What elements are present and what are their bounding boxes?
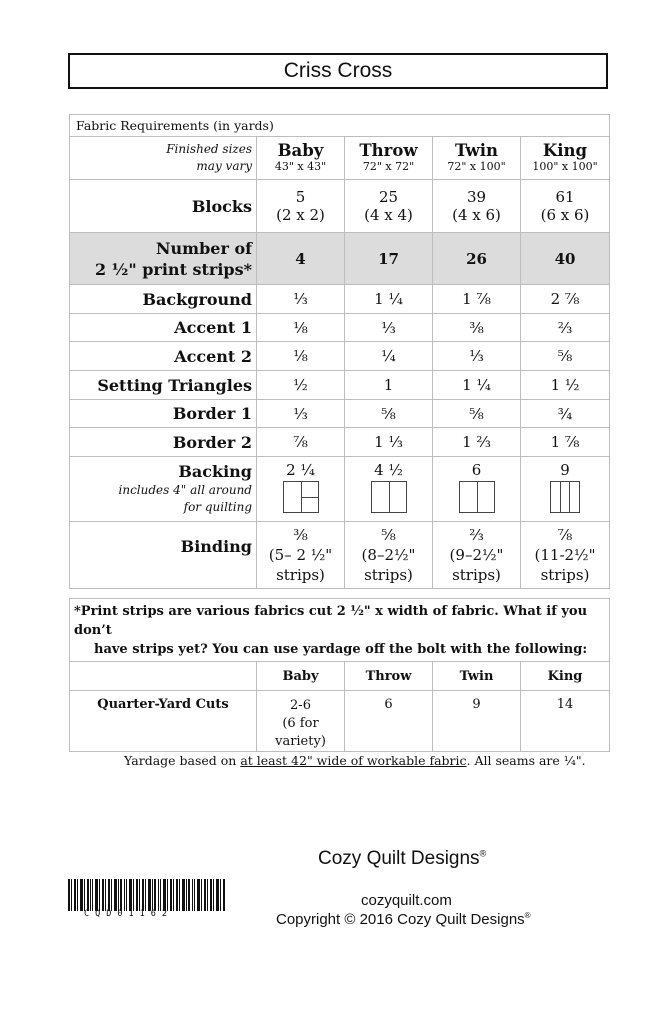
cuts-throw: 6 — [345, 691, 433, 752]
blocks-king: 61 (6 x 6) — [521, 180, 610, 233]
table-row: Border 2 ⅞ 1 ⅓ 1 ⅔ 1 ⅞ — [70, 428, 610, 457]
pattern-title: Criss Cross — [68, 53, 608, 89]
barcode-icon — [68, 879, 226, 911]
binding-baby: ⅜ (5– 2 ½" strips) — [257, 522, 345, 589]
blocks-twin: 39 (4 x 6) — [433, 180, 521, 233]
strips-twin: 26 — [433, 233, 521, 285]
table-row: Accent 1 ⅛ ⅓ ⅜ ⅔ — [70, 314, 610, 342]
copyright: Copyright © 2016 Cozy Quilt Designs® — [276, 911, 531, 928]
row-label-print-strips: Number of 2 ½" print strips* — [70, 233, 257, 285]
blocks-throw: 25 (4 x 4) — [345, 180, 433, 233]
cuts-baby: 2-6 (6 for variety) — [257, 691, 345, 752]
size-header-twin: Twin 72" x 100" — [433, 137, 521, 180]
backing-diagram-icon — [283, 481, 319, 513]
backing-throw: 4 ½ — [345, 457, 433, 522]
backing-diagram-icon — [550, 481, 580, 513]
size-header-throw: Throw 72" x 72" — [345, 137, 433, 180]
backing-king: 9 — [521, 457, 610, 522]
row-label-backing: Backing includes 4" all around for quilting — [70, 457, 257, 522]
finished-sizes-note-2: may vary — [196, 159, 252, 173]
table-row: Border 1 ⅓ ⅝ ⅝ ¾ — [70, 400, 610, 428]
binding-throw: ⅝ (8–2½" strips) — [345, 522, 433, 589]
cuts-header-king: King — [521, 662, 610, 691]
fabric-requirements-table — [69, 114, 610, 589]
backing-diagram-icon — [371, 481, 407, 513]
size-header-baby: Baby 43" x 43" — [257, 137, 345, 180]
row-label-binding: Binding — [70, 522, 257, 589]
quarter-yard-cuts-table — [69, 598, 610, 752]
strips-king: 40 — [521, 233, 610, 285]
table-caption: Fabric Requirements (in yards) — [70, 115, 610, 137]
table-row: Setting Triangles ½ 1 1 ¼ 1 ½ — [70, 371, 610, 400]
strips-throw: 17 — [345, 233, 433, 285]
row-label-blocks: Blocks — [70, 180, 257, 233]
backing-baby: 2 ¼ — [257, 457, 345, 522]
print-strips-note: *Print strips are various fabrics cut 2 ½" x width of fabric. What if you don’t have strips yet? You can use yardage off the bolt with the following: — [70, 599, 610, 662]
cuts-header-baby: Baby — [257, 662, 345, 691]
table-row: Background ⅓ 1 ¼ 1 ⅞ 2 ⅞ — [70, 285, 610, 314]
row-label-quarter-yard-cuts: Quarter-Yard Cuts — [70, 691, 257, 752]
table-row: Accent 2 ⅛ ¼ ⅓ ⅝ — [70, 342, 610, 371]
cuts-header-throw: Throw — [345, 662, 433, 691]
size-header-king: King 100" x 100" — [521, 137, 610, 180]
cuts-twin: 9 — [433, 691, 521, 752]
blocks-baby: 5 (2 x 2) — [257, 180, 345, 233]
binding-king: ⅞ (11-2½" strips) — [521, 522, 610, 589]
barcode-number: CQD01162 — [84, 909, 173, 919]
binding-twin: ⅔ (9–2½" strips) — [433, 522, 521, 589]
brand-name: Cozy Quilt Designs® — [318, 848, 487, 869]
website: cozyquilt.com — [361, 892, 452, 909]
backing-diagram-icon — [459, 481, 495, 513]
strips-baby: 4 — [257, 233, 345, 285]
registered-mark: ® — [479, 848, 487, 859]
backing-twin: 6 — [433, 457, 521, 522]
yardage-footnote: Yardage based on at least 42" wide of workable fabric. All seams are ¼". — [124, 753, 586, 768]
finished-sizes-note-1: Finished sizes — [166, 142, 252, 156]
cuts-king: 14 — [521, 691, 610, 752]
cuts-header-twin: Twin — [433, 662, 521, 691]
